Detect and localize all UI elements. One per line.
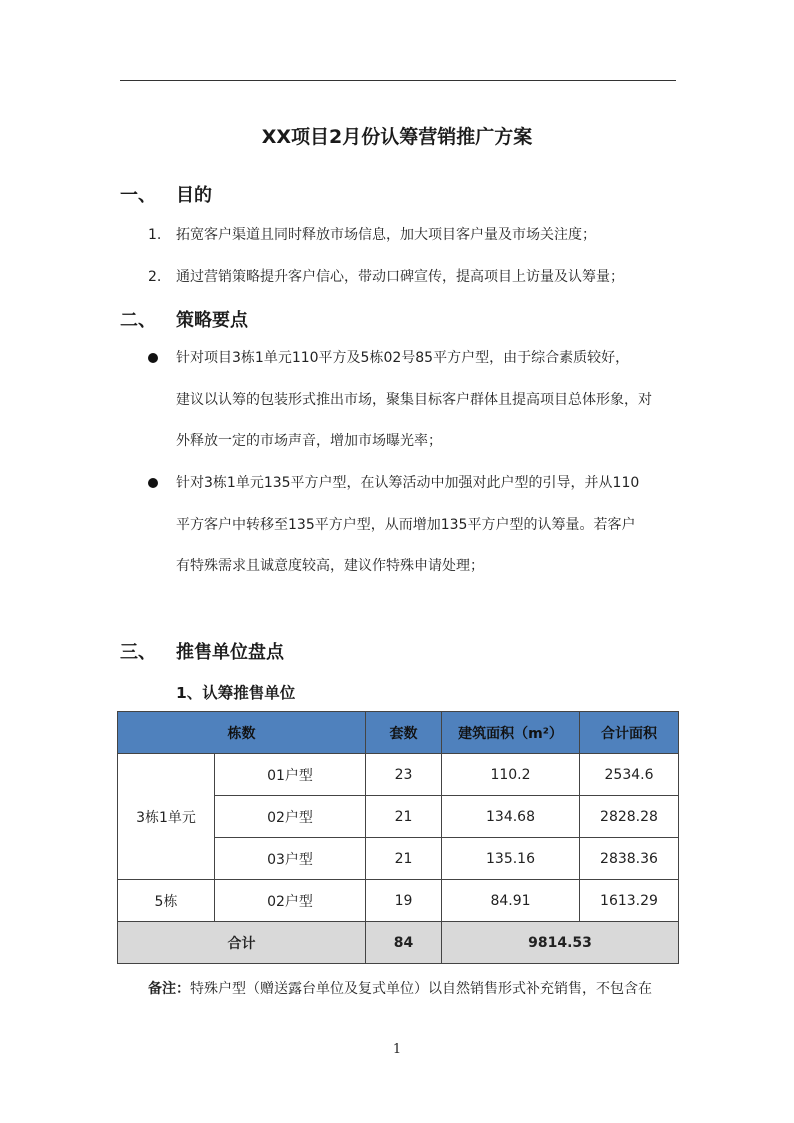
purpose-item (148, 224, 596, 244)
total-area-cell: 2534.6 (580, 754, 679, 796)
section-number: 二、 (120, 310, 156, 331)
bullet-icon (148, 353, 158, 363)
total-area-cell: 9814.53 (442, 922, 679, 964)
item-text: 通过营销策略提升客户信心，带动口碑宣传，提高项目上访量及认筹量； (176, 269, 624, 285)
count-cell: 21 (366, 796, 442, 838)
note-text: 特殊户型（赠送露台单位及复式单位）以自然销售形式补充销售，不包含在 (190, 981, 652, 997)
section-title: 推售单位盘点 (176, 642, 284, 663)
area-cell: 84.91 (442, 880, 580, 922)
item-number: 2. (148, 269, 162, 285)
table-header-row (118, 712, 679, 754)
note-label: 备注： (148, 981, 190, 997)
strategy-line: 针对3栋1单元135平方户型，在认筹活动中加强对此户型的引导，并从110 (176, 475, 640, 491)
unit-type-cell: 03户型 (215, 838, 366, 880)
count-cell: 19 (366, 880, 442, 922)
page-number: 1 (392, 1042, 402, 1057)
table-row (118, 880, 679, 922)
header-cell: 套数 (366, 712, 442, 754)
strategy-line: 有特殊需求且诚意度较高，建议作特殊申请处理； (176, 558, 484, 574)
subheading: 1、认筹推售单位 (176, 684, 296, 702)
section-number: 一、 (120, 185, 156, 206)
section-heading-purpose (120, 181, 212, 207)
unit-type-cell: 01户型 (215, 754, 366, 796)
area-cell: 135.16 (442, 838, 580, 880)
building-cell: 5栋 (118, 880, 215, 922)
area-cell: 110.2 (442, 754, 580, 796)
total-label-cell: 合计 (118, 922, 366, 964)
item-text: 拓宽客户渠道且同时释放市场信息，加大项目客户量及市场关注度； (176, 227, 596, 243)
bullet-icon (148, 478, 158, 488)
document-title: XX项目2月份认筹营销推广方案 (261, 126, 533, 148)
purpose-item (148, 266, 624, 286)
building-cell: 3栋1单元 (118, 754, 215, 880)
section-title: 策略要点 (176, 310, 248, 331)
strategy-line: 针对项目3栋1单元110平方及5栋02号85平方户型，由于综合素质较好， (176, 350, 630, 366)
count-cell: 23 (366, 754, 442, 796)
header-rule (120, 80, 676, 81)
area-cell: 134.68 (442, 796, 580, 838)
strategy-line: 建议以认筹的包装形式推出市场，聚集目标客户群体且提高项目总体形象，对 (176, 391, 652, 408)
strategy-item (176, 463, 678, 588)
unit-type-cell: 02户型 (215, 880, 366, 922)
total-area-cell: 1613.29 (580, 880, 679, 922)
strategy-line: 外释放一定的市场声音，增加市场曝光率； (176, 433, 442, 449)
section-title: 目的 (176, 185, 212, 206)
strategy-item (176, 338, 678, 463)
item-number: 1. (148, 227, 162, 243)
units-table (117, 711, 679, 964)
total-area-cell: 2828.28 (580, 796, 679, 838)
total-count-cell: 84 (366, 922, 442, 964)
header-cell: 建筑面积（m²） (442, 712, 580, 754)
unit-type-cell: 02户型 (215, 796, 366, 838)
note (148, 978, 652, 998)
count-cell: 21 (366, 838, 442, 880)
table-total-row (118, 922, 679, 964)
section-heading-strategy (120, 306, 248, 332)
header-cell: 栋数 (118, 712, 366, 754)
total-area-cell: 2838.36 (580, 838, 679, 880)
table-row (118, 754, 679, 796)
strategy-line: 平方客户中转移至135平方户型，从而增加135平方户型的认筹量。若客户 (176, 516, 636, 533)
header-cell: 合计面积 (580, 712, 679, 754)
section-heading-units (120, 638, 284, 664)
section-number: 三、 (120, 642, 156, 663)
